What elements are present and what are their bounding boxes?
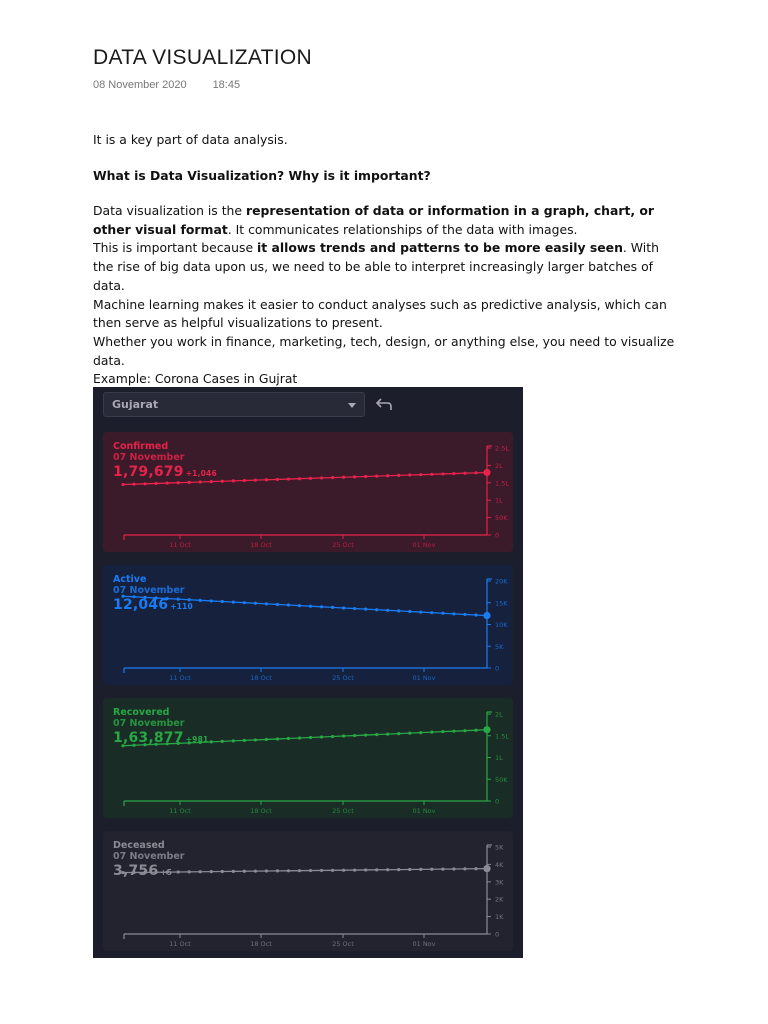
confirmed-data-point xyxy=(243,479,246,482)
y-tick-label: 1.5L xyxy=(495,732,509,741)
x-tick-label: 11 Oct xyxy=(169,674,191,682)
confirmed-value xyxy=(113,464,217,480)
y-tick-label: 20K xyxy=(495,577,508,586)
recovered-delta: +981 xyxy=(185,735,209,744)
recovered-value xyxy=(113,730,208,746)
confirmed-data-point xyxy=(276,478,279,481)
confirmed-chart-panel xyxy=(103,432,513,552)
active-data-point xyxy=(265,602,268,605)
recovered-data-point xyxy=(342,734,345,737)
active-count: 12,046 xyxy=(113,597,169,613)
x-tick-label: 25 Oct xyxy=(332,807,354,815)
x-tick-label: 25 Oct xyxy=(332,541,354,549)
recovered-count: 1,63,877 xyxy=(113,730,184,746)
y-tick-label: 0 xyxy=(495,664,500,673)
recovered-data-point xyxy=(309,736,312,739)
confirmed-data-point xyxy=(221,480,224,483)
time-label: 18:45 xyxy=(212,79,241,91)
p1-text-bold: representation of data or information in a graph, chart, or other visual format xyxy=(93,203,655,237)
confirmed-data-point xyxy=(397,474,400,477)
y-tick-label: 50K xyxy=(495,514,508,523)
confirmed-data-point xyxy=(474,471,477,474)
active-data-point xyxy=(221,600,224,603)
deceased-data-point xyxy=(430,868,433,871)
deceased-data-point xyxy=(375,868,378,871)
active-data-point xyxy=(320,605,323,608)
deceased-data-point xyxy=(474,867,477,870)
recovered-data-point xyxy=(320,735,323,738)
confirmed-data-point xyxy=(386,474,389,477)
deceased-data-point xyxy=(276,869,279,872)
p5-text: Example: Corona Cases in Gujrat xyxy=(93,371,298,387)
active-chart-panel xyxy=(103,565,513,685)
active-data-point xyxy=(474,613,477,616)
confirmed-data-point xyxy=(430,473,433,476)
recovered-data-point xyxy=(463,729,466,732)
recovered-data-point xyxy=(375,733,378,736)
deceased-data-point xyxy=(342,869,345,872)
recovered-data-point xyxy=(254,738,257,741)
active-data-point xyxy=(364,608,367,611)
y-tick-label: 15K xyxy=(495,599,508,608)
deceased-data-point xyxy=(199,870,202,873)
deceased-value xyxy=(113,863,172,879)
active-data-point xyxy=(397,609,400,612)
confirmed-data-point xyxy=(452,472,455,475)
x-tick-label: 01 Nov xyxy=(412,674,436,682)
confirmed-data-point xyxy=(265,478,268,481)
y-tick-label: 2K xyxy=(495,895,504,904)
chevron-down-icon xyxy=(348,403,356,408)
confirmed-data-point xyxy=(375,475,378,478)
x-tick-label: 01 Nov xyxy=(412,940,436,948)
active-data-point xyxy=(342,606,345,609)
deceased-data-point xyxy=(452,867,455,870)
active-data-point xyxy=(430,611,433,614)
active-chart xyxy=(103,565,513,685)
deceased-delta: +5 xyxy=(160,868,173,877)
timestamp xyxy=(93,79,240,91)
x-tick-label: 25 Oct xyxy=(332,674,354,682)
deceased-data-point xyxy=(221,870,224,873)
recovered-data-point xyxy=(221,740,224,743)
active-data-point xyxy=(408,610,411,613)
deceased-data-point xyxy=(320,869,323,872)
recovered-latest-point[interactable] xyxy=(483,726,490,733)
active-data-point xyxy=(452,612,455,615)
p1-text-a: Data visualization is the xyxy=(93,203,246,218)
state-dropdown-value: Gujarat xyxy=(112,398,159,411)
covid-dashboard-screenshot xyxy=(93,387,523,958)
recovered-data-point xyxy=(331,735,334,738)
deceased-data-point xyxy=(364,868,367,871)
active-value xyxy=(113,597,193,613)
confirmed-data-point xyxy=(132,483,135,486)
x-tick-label: 11 Oct xyxy=(169,541,191,549)
active-data-point xyxy=(287,603,290,606)
recovered-data-point xyxy=(298,736,301,739)
confirmed-data-point xyxy=(309,477,312,480)
deceased-data-point xyxy=(287,869,290,872)
confirmed-data-point xyxy=(463,472,466,475)
deceased-data-point xyxy=(309,869,312,872)
confirmed-latest-point[interactable] xyxy=(483,469,490,476)
recovered-data-point xyxy=(441,730,444,733)
confirmed-data-point xyxy=(143,482,146,485)
confirmed-data-point xyxy=(419,473,422,476)
intro-text: It is a key part of data analysis. xyxy=(93,132,288,147)
active-delta: +110 xyxy=(170,602,193,611)
confirmed-delta: +1,046 xyxy=(185,469,217,478)
active-data-point xyxy=(375,608,378,611)
confirmed-data-point xyxy=(441,472,444,475)
active-data-point xyxy=(298,604,301,607)
active-data-point xyxy=(353,607,356,610)
p4-text: Whether you work in finance, marketing, tech, design, or anything else, you need to visualize data. xyxy=(93,333,675,368)
p1-text-c: . It communicates relationships of the data with images. xyxy=(227,221,578,237)
recovered-data-point xyxy=(353,734,356,737)
y-tick-label: 4K xyxy=(495,860,504,869)
confirmed-data-point xyxy=(364,475,367,478)
x-tick-label: 18 Oct xyxy=(250,541,272,549)
confirmed-data-point xyxy=(154,482,157,485)
x-tick-label: 01 Nov xyxy=(412,541,436,549)
active-data-point xyxy=(232,600,235,603)
deceased-data-point xyxy=(210,870,213,873)
active-data-point xyxy=(386,609,389,612)
confirmed-data-point xyxy=(298,477,301,480)
recovered-data-point xyxy=(408,732,411,735)
confirmed-data-point xyxy=(320,476,323,479)
p2-text-bold: it allows trends and patterns to be more easily seen xyxy=(257,240,623,256)
y-tick-label: 50K xyxy=(495,775,508,784)
recovered-data-point xyxy=(397,732,400,735)
confirmed-data-point xyxy=(353,475,356,478)
active-data-point xyxy=(243,601,246,604)
active-data-point xyxy=(199,599,202,602)
confirmed-date: 07 November xyxy=(113,452,185,463)
x-tick-label: 11 Oct xyxy=(169,807,191,815)
active-data-point xyxy=(441,612,444,615)
p2-text-a: This is important because xyxy=(93,240,258,256)
undo-arrow-icon[interactable] xyxy=(372,396,394,416)
confirmed-data-point xyxy=(287,477,290,480)
deceased-data-point xyxy=(441,868,444,871)
body-paragraphs xyxy=(93,202,683,389)
deceased-data-point xyxy=(232,870,235,873)
x-tick-label: 18 Oct xyxy=(250,674,272,682)
x-tick-label: 18 Oct xyxy=(250,807,272,815)
recovered-data-point xyxy=(386,732,389,735)
confirmed-data-point xyxy=(177,481,180,484)
y-tick-label: 0 xyxy=(495,531,500,540)
confirmed-data-point xyxy=(166,481,169,484)
deceased-data-point xyxy=(419,868,422,871)
recovered-data-point xyxy=(452,730,455,733)
recovered-data-point xyxy=(265,738,268,741)
confirmed-count: 1,79,679 xyxy=(113,464,184,480)
recovered-data-point xyxy=(287,737,290,740)
deceased-latest-point[interactable] xyxy=(483,865,490,872)
deceased-data-point xyxy=(265,869,268,872)
deceased-data-point xyxy=(298,869,301,872)
p3-text: Machine learning makes it easier to conduct analyses such as predictive analysis, which can then serve as helpful visualizations to present. xyxy=(93,296,667,331)
x-tick-label: 18 Oct xyxy=(250,940,272,948)
page-title: DATA VISUALIZATION xyxy=(93,46,312,69)
deceased-data-point xyxy=(331,869,334,872)
confirmed-data-point xyxy=(210,480,213,483)
active-data-point xyxy=(331,606,334,609)
deceased-data-point xyxy=(408,868,411,871)
y-tick-label: 5K xyxy=(495,843,504,852)
y-tick-label: 10K xyxy=(495,621,508,629)
deceased-data-point xyxy=(353,868,356,871)
active-date: 07 November xyxy=(113,585,185,596)
confirmed-data-point xyxy=(199,480,202,483)
recovered-data-point xyxy=(419,731,422,734)
recovered-data-point xyxy=(243,739,246,742)
active-data-point xyxy=(463,613,466,616)
confirmed-label: Confirmed xyxy=(113,441,169,452)
active-data-point xyxy=(419,610,422,613)
state-dropdown[interactable] xyxy=(103,392,365,417)
deceased-date: 07 November xyxy=(113,851,185,862)
deceased-label: Deceased xyxy=(113,840,165,851)
y-tick-label: 3K xyxy=(495,878,504,887)
recovered-data-point xyxy=(276,737,279,740)
recovered-label: Recovered xyxy=(113,707,170,718)
x-tick-label: 11 Oct xyxy=(169,940,191,948)
y-tick-label: 2L xyxy=(495,461,503,470)
y-tick-label: 2L xyxy=(495,710,503,719)
recovered-data-point xyxy=(430,731,433,734)
confirmed-data-point xyxy=(331,476,334,479)
x-tick-label: 25 Oct xyxy=(332,940,354,948)
recovered-data-point xyxy=(364,733,367,736)
date-label: 08 November 2020 xyxy=(93,79,187,91)
deceased-data-point xyxy=(397,868,400,871)
y-tick-label: 1L xyxy=(495,754,503,762)
recovered-chart-panel xyxy=(103,698,513,818)
confirmed-data-point xyxy=(342,476,345,479)
confirmed-data-point xyxy=(121,483,124,486)
y-tick-label: 2.5L xyxy=(495,444,509,453)
active-data-point xyxy=(254,602,257,605)
recovered-date: 07 November xyxy=(113,718,185,729)
active-data-point xyxy=(210,599,213,602)
confirmed-data-point xyxy=(408,473,411,476)
active-data-point xyxy=(276,603,279,606)
deceased-data-point xyxy=(177,870,180,873)
deceased-chart-panel xyxy=(103,831,513,951)
confirmed-data-point xyxy=(254,479,257,482)
deceased-count: 3,756 xyxy=(113,863,159,879)
active-data-point xyxy=(309,605,312,608)
y-tick-label: 0 xyxy=(495,930,500,939)
active-label: Active xyxy=(113,574,147,585)
deceased-data-point xyxy=(188,870,191,873)
deceased-data-point xyxy=(243,870,246,873)
y-tick-label: 1K xyxy=(495,913,504,922)
deceased-data-point xyxy=(463,867,466,870)
active-latest-point[interactable] xyxy=(483,612,490,619)
x-tick-label: 01 Nov xyxy=(412,807,436,815)
y-tick-label: 1.5L xyxy=(495,479,509,488)
y-tick-label: 0 xyxy=(495,797,500,806)
deceased-data-point xyxy=(386,868,389,871)
y-tick-label: 1L xyxy=(495,496,503,505)
recovered-data-point xyxy=(474,729,477,732)
confirmed-data-point xyxy=(188,481,191,484)
y-tick-label: 5K xyxy=(495,642,504,651)
p2-text-c: . With the rise of big data upon us, we need to be able to interpret increasingly larger batches of data. xyxy=(93,240,659,293)
recovered-data-point xyxy=(232,739,235,742)
question-heading: What is Data Visualization? Why is it important? xyxy=(93,168,431,183)
recovered-data-point xyxy=(210,740,213,743)
confirmed-data-point xyxy=(232,479,235,482)
deceased-data-point xyxy=(254,870,257,873)
